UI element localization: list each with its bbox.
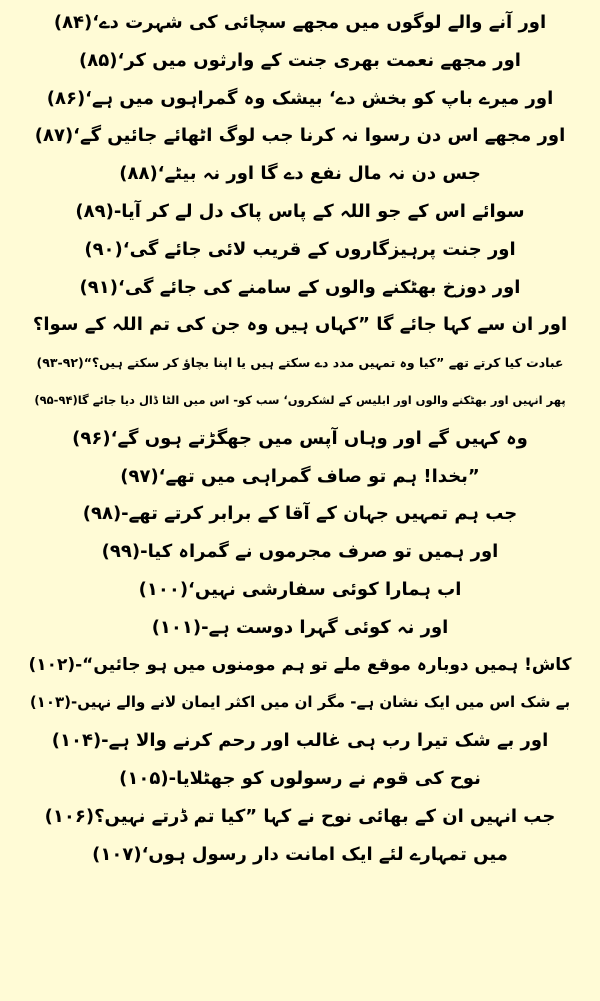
verse-line: اور مجھے اس دن رسوا نہ کرنا جب لوگ اٹھائے جائیں گے‘(۸۷) bbox=[34, 125, 566, 147]
verse-line: اور میرے باپ کو بخش دے‘ بیشک وہ گمراہوں میں ہے‘(۸۶) bbox=[46, 87, 554, 109]
verse-line: اور جنت پرہیزگاروں کے قریب لائی جائے گی‘(۹۰) bbox=[84, 238, 516, 260]
verse-line: اور بے شک تیرا رب ہی غالب اور رحم کرنے والا ہے-(۱۰۴) bbox=[51, 730, 549, 752]
verse-line: اور ان سے کہا جائے گا ”کہاں ہیں وہ جن کی تم اللہ کے سوا؟ bbox=[32, 314, 568, 336]
verse-line: اور دوزخ بھٹکنے والوں کے سامنے کی جائے گی‘(۹۱) bbox=[79, 276, 521, 298]
verse-line: اور مجھے نعمت بھری جنت کے وارثوں میں کر‘(۸۵) bbox=[79, 49, 521, 71]
verse-line: جس دن نہ مال نفع دے گا اور نہ بیٹے‘(۸۸) bbox=[119, 163, 481, 185]
verse-list bbox=[28, 4, 572, 873]
verse-line: اور آنے والے لوگوں میں مجھے سچائی کی شہرت دے‘(۸۴) bbox=[53, 12, 547, 33]
verse-line: ”بخدا! ہم تو صاف گمراہی میں تھے‘(۹۷) bbox=[120, 465, 480, 487]
verse-line: اب ہمارا کوئی سفارشی نہیں‘(۱۰۰) bbox=[138, 578, 462, 600]
verse-line: جب انہیں ان کے بھائی نوح نے کہا ”کیا تم ڈرتے نہیں؟(۱۰۶) bbox=[44, 805, 556, 827]
verse-line: میں تمہارے لئے ایک امانت دار رسول ہوں‘(۱۰۷) bbox=[92, 843, 508, 865]
verse-line: جب ہم تمہیں جہان کے آقا کے برابر کرتے تھے-(۹۸) bbox=[82, 503, 518, 525]
verse-line: نوح کی قوم نے رسولوں کو جھٹلایا-(۱۰۵) bbox=[119, 767, 481, 789]
verse-line: اور نہ کوئی گہرا دوست ہے-(۱۰۱) bbox=[151, 616, 449, 638]
verse-line: بے شک اس میں ایک نشان ہے- مگر ان میں اکثر ایمان لانے والے نہیں-(۱۰۳) bbox=[29, 693, 571, 712]
verse-line: کاش! ہمیں دوبارہ موقع ملے تو ہم مومنوں میں ہو جائیں“-(۱۰۲) bbox=[28, 654, 572, 675]
verse-line: پھر انہیں اور بھٹکنے والوں اور ابلیس کے لشکروں‘ سب کو- اس میں الٹا ڈال دیا جائے گا(۹۴-۹۵) bbox=[34, 392, 566, 407]
verse-line: وہ کہیں گے اور وہاں آپس میں جھگڑتے ہوں گے‘(۹۶) bbox=[72, 427, 528, 449]
verse-line: اور ہمیں تو صرف مجرموں نے گمراہ کیا-(۹۹) bbox=[101, 541, 499, 563]
verse-line: عبادت کیا کرتے تھے ”کیا وہ تمہیں مدد دے سکتے ہیں یا اپنا بچاؤ کر سکتے ہیں؟“(۹۲-۹۳) bbox=[36, 355, 564, 371]
verse-line: سوائے اس کے جو اللہ کے پاس پاک دل لے کر آیا-(۸۹) bbox=[75, 200, 525, 222]
